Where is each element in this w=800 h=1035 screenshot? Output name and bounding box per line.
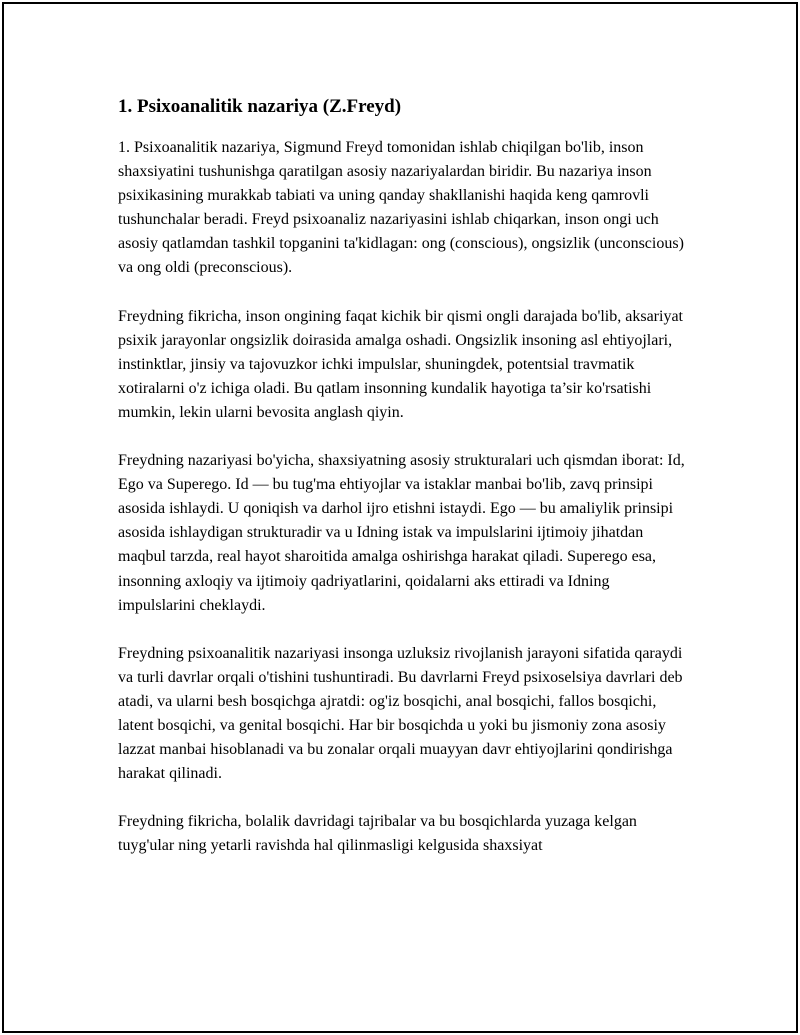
- page-title: 1. Psixoanalitik nazariya (Z.Freyd): [118, 96, 402, 117]
- paragraph: Freydning psixoanalitik nazariyasi insonga uzluksiz rivojlanish jarayoni sifatida qaraydi va turli davrlar orqali o'tishini tushuntiradi. Bu davrlarni Freyd psixoselsiya davrlari deb atadi, va ularni besh bosqichga ajratdi: og'iz bosqichi, anal bosqichi, fallos bosqichi, latent bosqichi, va genital bosqichi. Har bir bosqichda u yoki bu jismoniy zona asosiy lazzat manbai hisoblanadi va bu zonalar orqali muayyan davr ehtiyojlarini qondirishga harakat qilinadi.: [118, 644, 683, 783]
- paragraph: Freydning nazariyasi bo'yicha, shaxsiyatning asosiy strukturalari uch qismdan iborat: Id, Ego va Superego. Id — bu tug'ma ehtiyojlar va istaklar manbai bo'lib, zavq prinsipi asosida ishlaydi. U qoniqish va darhol ijro etishni istaydi. Ego — bu amaliylik prinsipi asosida ishlaydigan strukturadir va u Idning istak va impulslarini ijtimoiy jihatdan maqbul tarzda, real hayot sharoitida amalga oshirishga harakat qiladi. Superego esa, insonning axloqiy va ijtimoiy qadriyatlarini, qoidalarni aks ettiradi va Idning impulslarini cheklaydi.: [118, 452, 685, 614]
- paragraph: Freydning fikricha, bolalik davridagi tajribalar va bu bosqichlarda yuzaga kelgan tuyg'ular ning yetarli ravishda hal qilinmasligi kelgusida shaxsiyat: [118, 813, 637, 855]
- paragraph: 1. Psixoanalitik nazariya, Sigmund Freyd tomonidan ishlab chiqilgan bo'lib, inson shaxsiyatini tushunishga qaratilgan asosiy nazariyalardan biridir. Bu nazariya inson psixikasining murakkab tabiati va uning qanday shakllanishi haqida keng qamrovli tushunchalar beradi. Freyd psixoanaliz nazariyasini ishlab chiqarkan, inson ongi uch asosiy qatlamdan tashkil topganini ta'kidlagan: ong (conscious), ongsizlik (unconscious) va ong oldi (preconscious).: [118, 139, 684, 277]
- document-body: [118, 95, 688, 882]
- paragraph: Freydning fikricha, inson ongining faqat kichik bir qismi ongli darajada bo'lib, aksariyat psixik jarayonlar ongsizlik doirasida amalga oshadi. Ongsizlik insoning asl ehtiyojlari, instinktlar, jinsiy va tajovuzkor ichki impulslar, shuningdek, potentsial travmatik xotiralarni o'z ichiga oladi. Bu qatlam insonning kundalik hayotiga ta’sir ko'rsatishi mumkin, lekin ularni bevosita anglash qiyin.: [118, 307, 683, 421]
